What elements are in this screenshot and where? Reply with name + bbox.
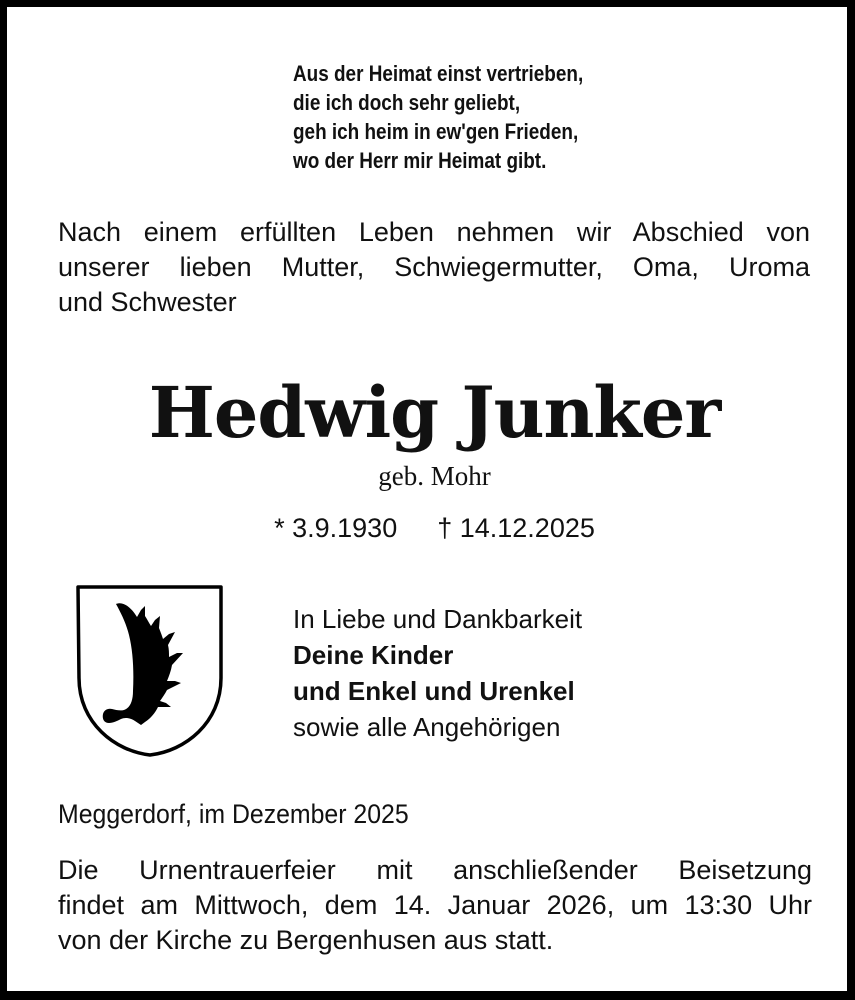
poem-line: die ich doch sehr geliebt, [293,90,521,115]
life-dates [7,511,855,545]
signature-line: sowie alle Angehörigen [293,712,561,742]
service-paragraph [58,853,812,958]
deceased-name: Hedwig Junker [148,371,721,454]
service-line: Die Urnentrauerfeier mit anschließender Beisetzung [58,855,812,885]
intro-paragraph [58,215,810,320]
intro-line: unserer lieben Mutter, Schwiegermutter, Oma, Uroma [58,252,810,282]
poem-line: geh ich heim in ew'gen Frieden, [293,119,579,144]
poem [293,59,654,175]
signature-line-children: Deine Kinder [293,640,454,670]
signature-line: In Liebe und Dankbarkeit [293,604,583,634]
coat-of-arms-antler-icon [75,583,225,758]
intro-line: und Schwester [58,287,237,317]
signature-block [293,601,582,745]
birth-date: * 3.9.1930 [274,513,398,543]
signature-line-grandchildren: und Enkel und Urenkel [293,676,575,706]
poem-line: Aus der Heimat einst vertrieben, [293,61,584,86]
place-date: Meggerdorf, im Dezember 2025 [58,799,409,829]
poem-line: wo der Herr mir Heimat gibt. [293,148,547,173]
death-date: † 14.12.2025 [437,513,595,543]
service-line: von der Kirche zu Bergenhusen aus statt. [58,925,554,955]
maiden-name: geb. Mohr [378,461,491,491]
service-line: findet am Mittwoch, dem 14. Januar 2026, um 13:30 Uhr [58,890,812,920]
intro-line: Nach einem erfüllten Leben nehmen wir Abschied von [58,217,810,247]
